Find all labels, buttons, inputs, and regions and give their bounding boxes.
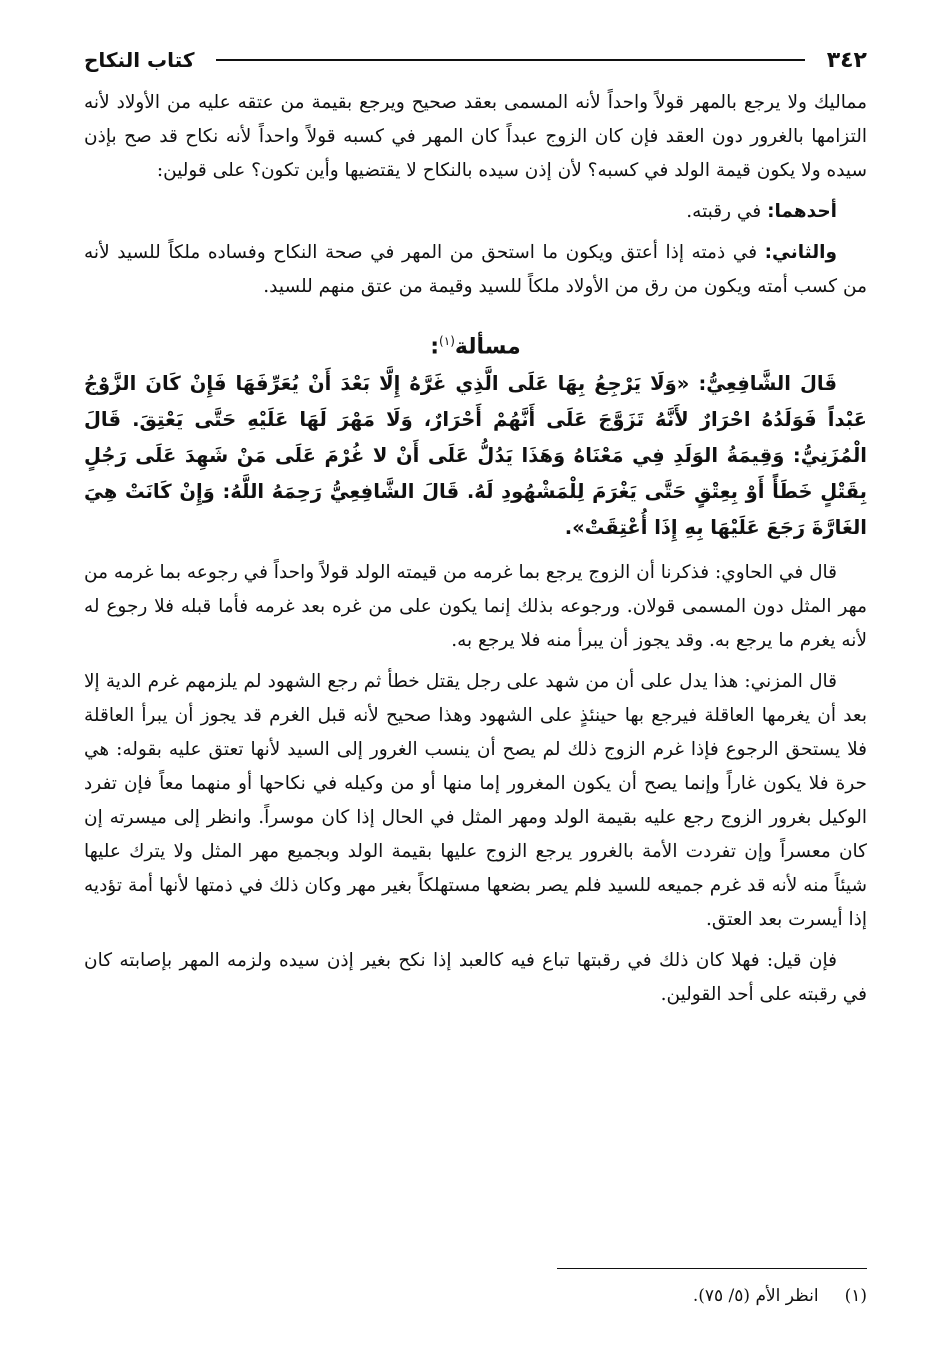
header-rule (216, 59, 804, 61)
first-opinion-text: في رقبته. (686, 201, 768, 222)
paragraph-muzani: قال المزني: هذا يدل على أن من شهد على رجل يقتل خطأ ثم رجع الشهود لم يلزمهم غرم الدية إلا بعد أن يغرمها العاقلة فيرجع بها حينئذٍ على الشهود وهذا صحيح لأنه قبل الغرم قد يجوز أن يبرأ العاقلة فلا يستحق الرجوع فإذا غرم الزوج ذلك لم يصح أن ينسب الغرور إلى السيد لأنها تعتق عليه بقوله: هي حرة فلا يكون غاراً وإنما يصح أن يكون المغرور إما منها أو من وكيله في نكاحها أو منهما معاً فإن تفرد الوكيل بغرور الزوج رجع عليه بقيمة الولد ومهر المثل في الحال إذا كان موسراً. وانظر إلى ميسرته إن كان معسراً وإن تفردت الأمة بالغرور يرجع الزوج عليها بقيمة الولد وبجميع مهر المثل ولا يترك عليها شيئاً منه لأنه قد غرم جميعه للسيد فلم يصر بضعها مستهلكاً بغير مهر وكان ذلك في ذمتها لأنها أمة تؤديه إذا أيسرت بعد العتق. (84, 671, 867, 931)
section-title-colon: : (430, 334, 440, 360)
second-opinion-text: في ذمته إذا أعتق ويكون ما استحق من المهر في صحة النكاح وفساده ملكاً للسيد لأنه من كسب أمته ويكون من رق من الأولاد ملكاً للسيد وقيمة من عتق منهم للسيد. (84, 242, 867, 297)
footnote (84, 1283, 867, 1309)
page-header (84, 40, 867, 80)
paragraph-hawi: قال في الحاوي: فذكرنا أن الزوج يرجع بما غرمه من قيمته الولد قولاً واحداً في رجوعه بما غرمه من مهر المثل دون المسمى قولان. ورجوعه بذلك إنما يكون على من غره بعد غرمه فأما قبله فلا رجوع له لأنه يغرم ما يرجع به. وقد يجوز أن يبرأ منه فلا يرجع به. (84, 562, 867, 652)
quoted-text: قَالَ الشَّافِعِيُّ: «وَلَا يَرْجِعُ بِهَا عَلَى الَّذِي غَرَّهُ إِلَّا بَعْدَ أَنْ يُعَرِّفَهَا فَإِنْ كَانَ الزَّوْجُ عَبْداً فَوَلَدُهُ احْرَارٌ لأَنَّهُ تَزَوَّجَ عَلَى أَنَّهُمْ أَحْرَارٌ، وَلَا مَهْرَ لَهَا عَلَيْهِ حَتَّى يَعْتِقَ. قَالَ الْمُزَنِيُّ: وَقِيمَةُ الوَلَدِ فِي مَعْنَاهُ وَهَذَا يَدُلُّ عَلَى أَنْ لا غُرْمَ عَلَى مَنْ شَهِدَ عَلَى رَجُلٍ بِقَتْلٍ خَطَأً أَوْ بِعِتْقٍ حَتَّى يَغْرَمَ لِلْمَشْهُودِ لَهُ. قَالَ الشَّافِعِيُّ رَحِمَهُ اللَّهُ: وَإِنْ كَانَتْ هِيَ الغَارَّةَ رَجَعَ عَلَيْهَا بِهِ إِذَا أُعْتِقَتْ». (84, 372, 867, 540)
paragraph-objection: فإن قيل: فهلا كان ذلك في رقبتها تباع فيه كالعبد إذا نكح بغير إذن سيده ولزمه المهر بإصابته كان في رقبته على أحد القولين. (84, 950, 867, 1006)
paragraph-continuation: مماليك ولا يرجع بالمهر قولاً واحداً لأنه المسمى بعقد صحيح ويرجع بقيمة من عتقه عليه من الأولاد لأنه التزامها بالغرور دون العقد فإن كان الزوج عبداً كان المهر في كسبه قولاً واحداً لأنه نكاح قد صح بإذن سيده ولا يكون قيمة الولد في كسبه؟ لأن إذن سيده بالنكاح لا يقتضيها وأين تكون؟ على قولين: (84, 92, 867, 181)
paragraph-second-opinion (84, 236, 867, 304)
footnote-number: (١) (844, 1286, 867, 1306)
body-text (84, 86, 867, 1019)
footnote-area (84, 1268, 867, 1309)
paragraph-first-opinion (84, 195, 867, 229)
footnote-reference[interactable]: (١) (439, 334, 455, 348)
footnote-text: انظر الأم (٥/ ٧٥). (692, 1286, 819, 1306)
page-number: ٣٤٢ (826, 47, 867, 73)
footnote-rule (557, 1268, 867, 1269)
section-title-text: مسألة (454, 334, 521, 360)
section-title (84, 324, 867, 364)
book-title: كتاب النكاح (84, 48, 195, 72)
first-opinion-label: أحدهما: (767, 201, 837, 222)
second-opinion-label: والثاني: (764, 242, 837, 263)
